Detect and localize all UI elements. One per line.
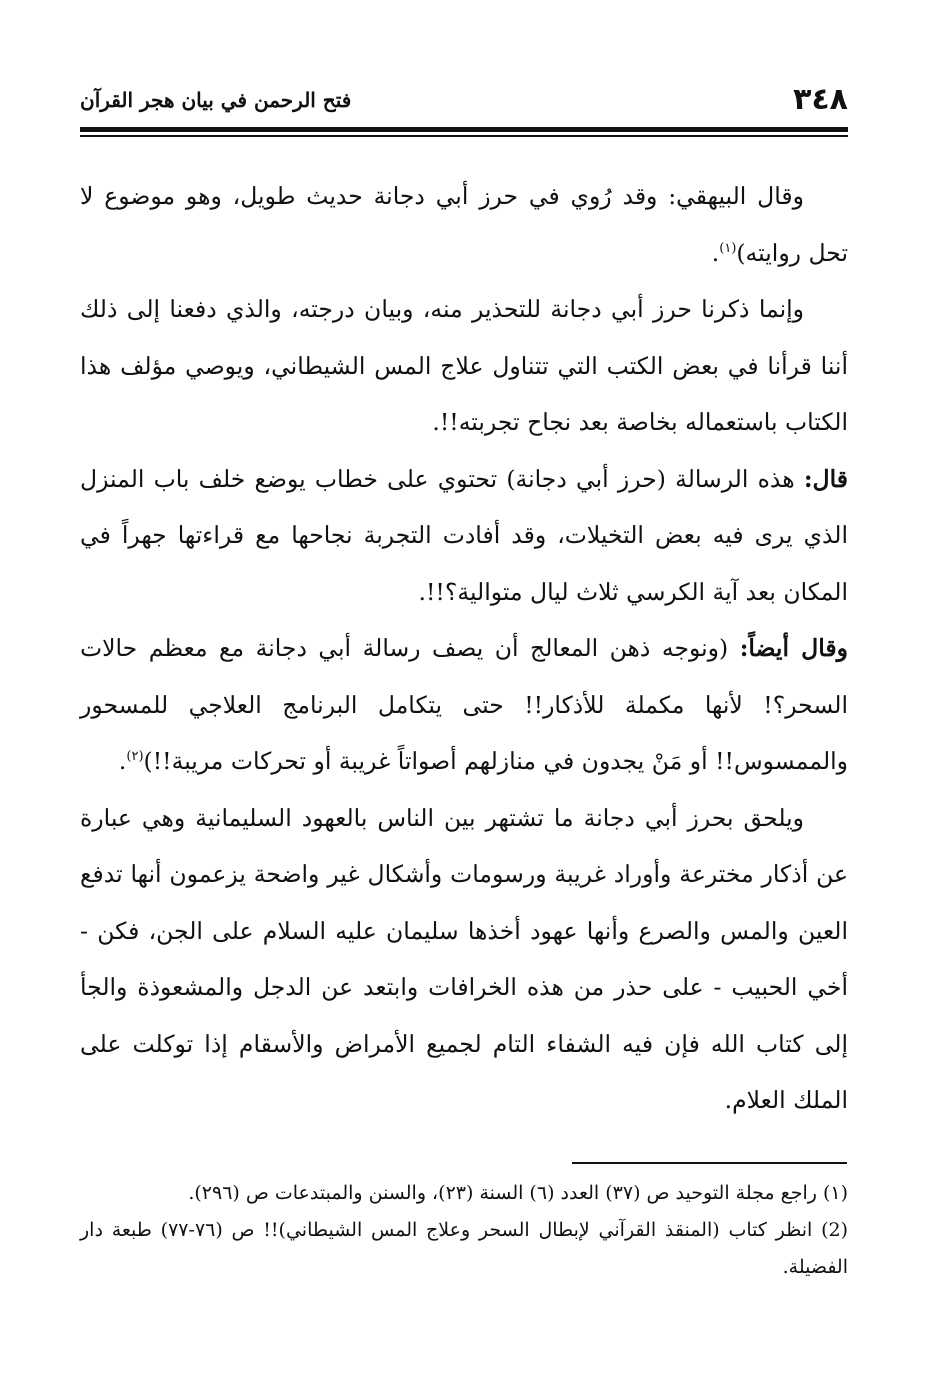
header-rule-thin [80, 135, 848, 137]
paragraph-5: ويلحق بحرز أبي دجانة ما تشتهر بين الناس بالعهود السليمانية وهي عبارة عن أذكار مخترعة وأوراد غريبة ورسومات وأشكال غير واضحة يزعمون أنها تدفع العين والمس والصرع وأنها عهود أخذها سليمان عليه السلام على الجن، فكن - أخي الحبيب - على حذر من هذه الخرافات وابتعد عن الدجل والمشعوذة والجأ إلى كتاب الله فإن فيه الشفاء التام لجميع الأمراض والأسقام إذا توكلت على الملك العلام. [80, 803, 848, 1114]
footnotes [80, 1175, 848, 1286]
footnote-ref-1: (١) [719, 240, 737, 256]
footnote-separator [572, 1162, 847, 1164]
header-rule-thick [80, 127, 848, 132]
footnote-2: (2) انظر كتاب (المنقذ القرآني لإبطال السحر وعلاج المس الشيطاني)!! ص (٧٦-٧٧) طبعة دار الفضيلة. [80, 1219, 849, 1278]
paragraph-4-end: . [118, 747, 127, 775]
paragraph-3-text: هذه الرسالة (حرز أبي دجانة) تحتوي على خطاب يوضع خلف باب المنزل الذي يرى فيه بعض التخيلات، وقد أفادت التجربة نجاحها مع قراءتها جهراً في المكان بعد آية الكرسي ثلاث ليال متوالية؟!!. [80, 464, 848, 606]
paragraph-1-end: . [711, 238, 720, 267]
paragraph-3-lead: قال: [803, 464, 848, 493]
main-text [80, 168, 848, 1129]
paragraph-2: وإنما ذكرنا حرز أبي دجانة للتحذير منه، وبيان درجته، والذي دفعنا إلى ذلك أننا قرأنا في بعض الكتب التي تتناول علاج المس الشيطاني، ويوصي مؤلف هذا الكتاب باستعماله بخاصة بعد نجاح تجربته!!. [80, 295, 848, 436]
paragraph-4-lead: وقال أيضاً: [739, 634, 848, 662]
footnote-1: (١) راجع مجلة التوحيد ص (٣٧) العدد (٦) السنة (٢٣)، والسنن والمبتدعات ص (٢٩٦). [188, 1182, 848, 1204]
page-number: ٣٤٨ [793, 82, 848, 117]
paragraph-4 [80, 620, 848, 790]
paragraph-4-text: (ونوجه ذهن المعالج أن يصف رسالة أبي دجانة مع معظم حالات السحر؟! لأنها مكملة للأذكار!! حتى يتكامل البرنامج العلاجي للمسحور والممسوس!! أو مَنْ يجدون في منازلهم أصواتاً غريبة أو تحركات مريبة!!) [80, 634, 848, 775]
paragraph-3 [80, 451, 848, 621]
page-header [80, 78, 848, 124]
footnote-ref-2: (٢) [126, 749, 144, 765]
running-title: فتح الرحمن في بيان هجر القرآن [80, 88, 352, 112]
paragraph-1-text: وقال البيهقي: وقد رُوي في حرز أبي دجانة حديث طويل، وهو موضوع لا تحل روايته) [80, 182, 848, 267]
paragraph-1 [80, 168, 848, 281]
